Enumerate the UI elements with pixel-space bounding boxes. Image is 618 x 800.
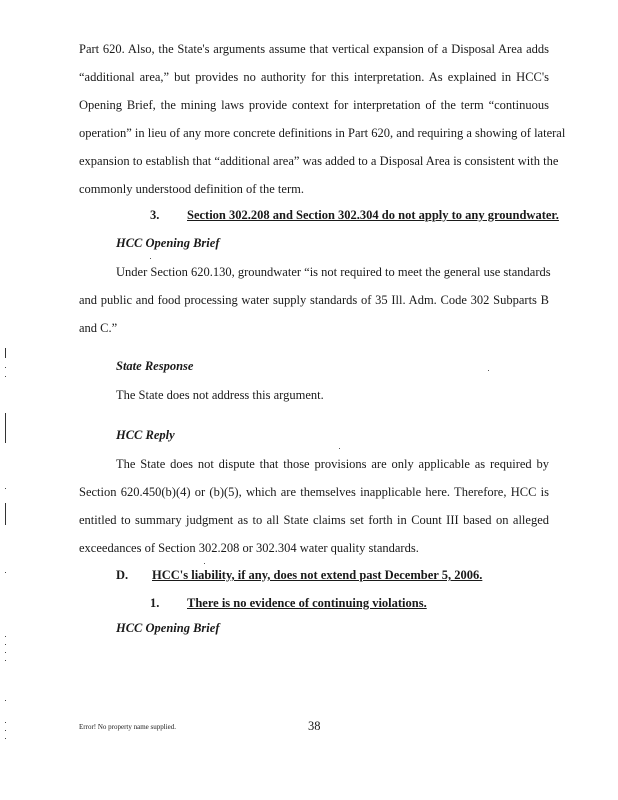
section-1-number: 1.	[150, 596, 160, 610]
margin-change-bar	[5, 348, 6, 358]
margin-mark	[5, 700, 6, 701]
paragraph-line: and C.”	[79, 321, 118, 335]
paragraph-line: “additional area,” but provides no authority for this interpretation. As explained in HCC's	[79, 70, 549, 84]
paragraph-line: Part 620. Also, the State's arguments assume that vertical expansion of a Disposal Area adds	[79, 42, 549, 56]
paragraph-line: and public and food processing water supply standards of 35 Ill. Adm. Code 302 Subparts B	[79, 293, 549, 307]
section-3-number: 3.	[150, 208, 160, 222]
paragraph-line: commonly understood definition of the term.	[79, 182, 304, 196]
section-3-title: Section 302.208 and Section 302.304 do not apply to any groundwater.	[187, 208, 559, 222]
margin-mark	[5, 722, 6, 723]
section-1-title: There is no evidence of continuing violations.	[187, 596, 427, 610]
hcc-opening-brief-heading: HCC Opening Brief	[116, 236, 220, 250]
margin-mark	[5, 488, 6, 489]
paragraph-line: entitled to summary judgment as to all State claims set forth in Count III based on alleged	[79, 513, 549, 527]
margin-mark	[5, 644, 6, 645]
margin-mark	[5, 730, 6, 731]
paragraph-line: Under Section 620.130, groundwater “is not required to meet the general use standards	[116, 265, 551, 279]
margin-mark	[5, 652, 6, 653]
hcc-reply-heading: HCC Reply	[116, 428, 175, 442]
margin-mark	[5, 572, 6, 573]
paragraph-line: Section 620.450(b)(4) or (b)(5), which are themselves inapplicable here. Therefore, HCC is	[79, 485, 549, 499]
margin-mark	[5, 376, 6, 377]
paragraph-line: Opening Brief, the mining laws provide context for interpretation of the term “continuous	[79, 98, 549, 112]
state-response-heading: State Response	[116, 359, 194, 373]
margin-change-bar	[5, 503, 6, 525]
margin-mark	[5, 738, 6, 739]
margin-mark	[5, 660, 6, 661]
paragraph-line: exceedances of Section 302.208 or 302.304 water quality standards.	[79, 541, 419, 555]
state-response-text: The State does not address this argument.	[116, 388, 324, 402]
section-d-letter: D.	[116, 568, 129, 582]
section-d-title: HCC's liability, if any, does not extend past December 5, 2006.	[152, 568, 483, 582]
scan-speck	[150, 258, 151, 259]
paragraph-line: expansion to establish that “additional area” was added to a Disposal Area is consistent with the	[79, 154, 559, 168]
scan-speck	[204, 563, 205, 564]
paragraph-line: The State does not dispute that those provisions are only applicable as required by	[116, 457, 549, 471]
paragraph-line: operation” in lieu of any more concrete definitions in Part 620, and requiring a showing of lateral	[79, 126, 566, 140]
hcc-opening-brief-heading-2: HCC Opening Brief	[116, 621, 220, 635]
page-number: 38	[308, 719, 321, 733]
margin-change-bar	[5, 413, 6, 443]
scan-speck	[488, 370, 489, 371]
scan-speck	[339, 448, 340, 449]
margin-mark	[5, 367, 6, 368]
footer-error-text: Error! No property name supplied.	[79, 723, 176, 731]
margin-mark	[5, 636, 6, 637]
